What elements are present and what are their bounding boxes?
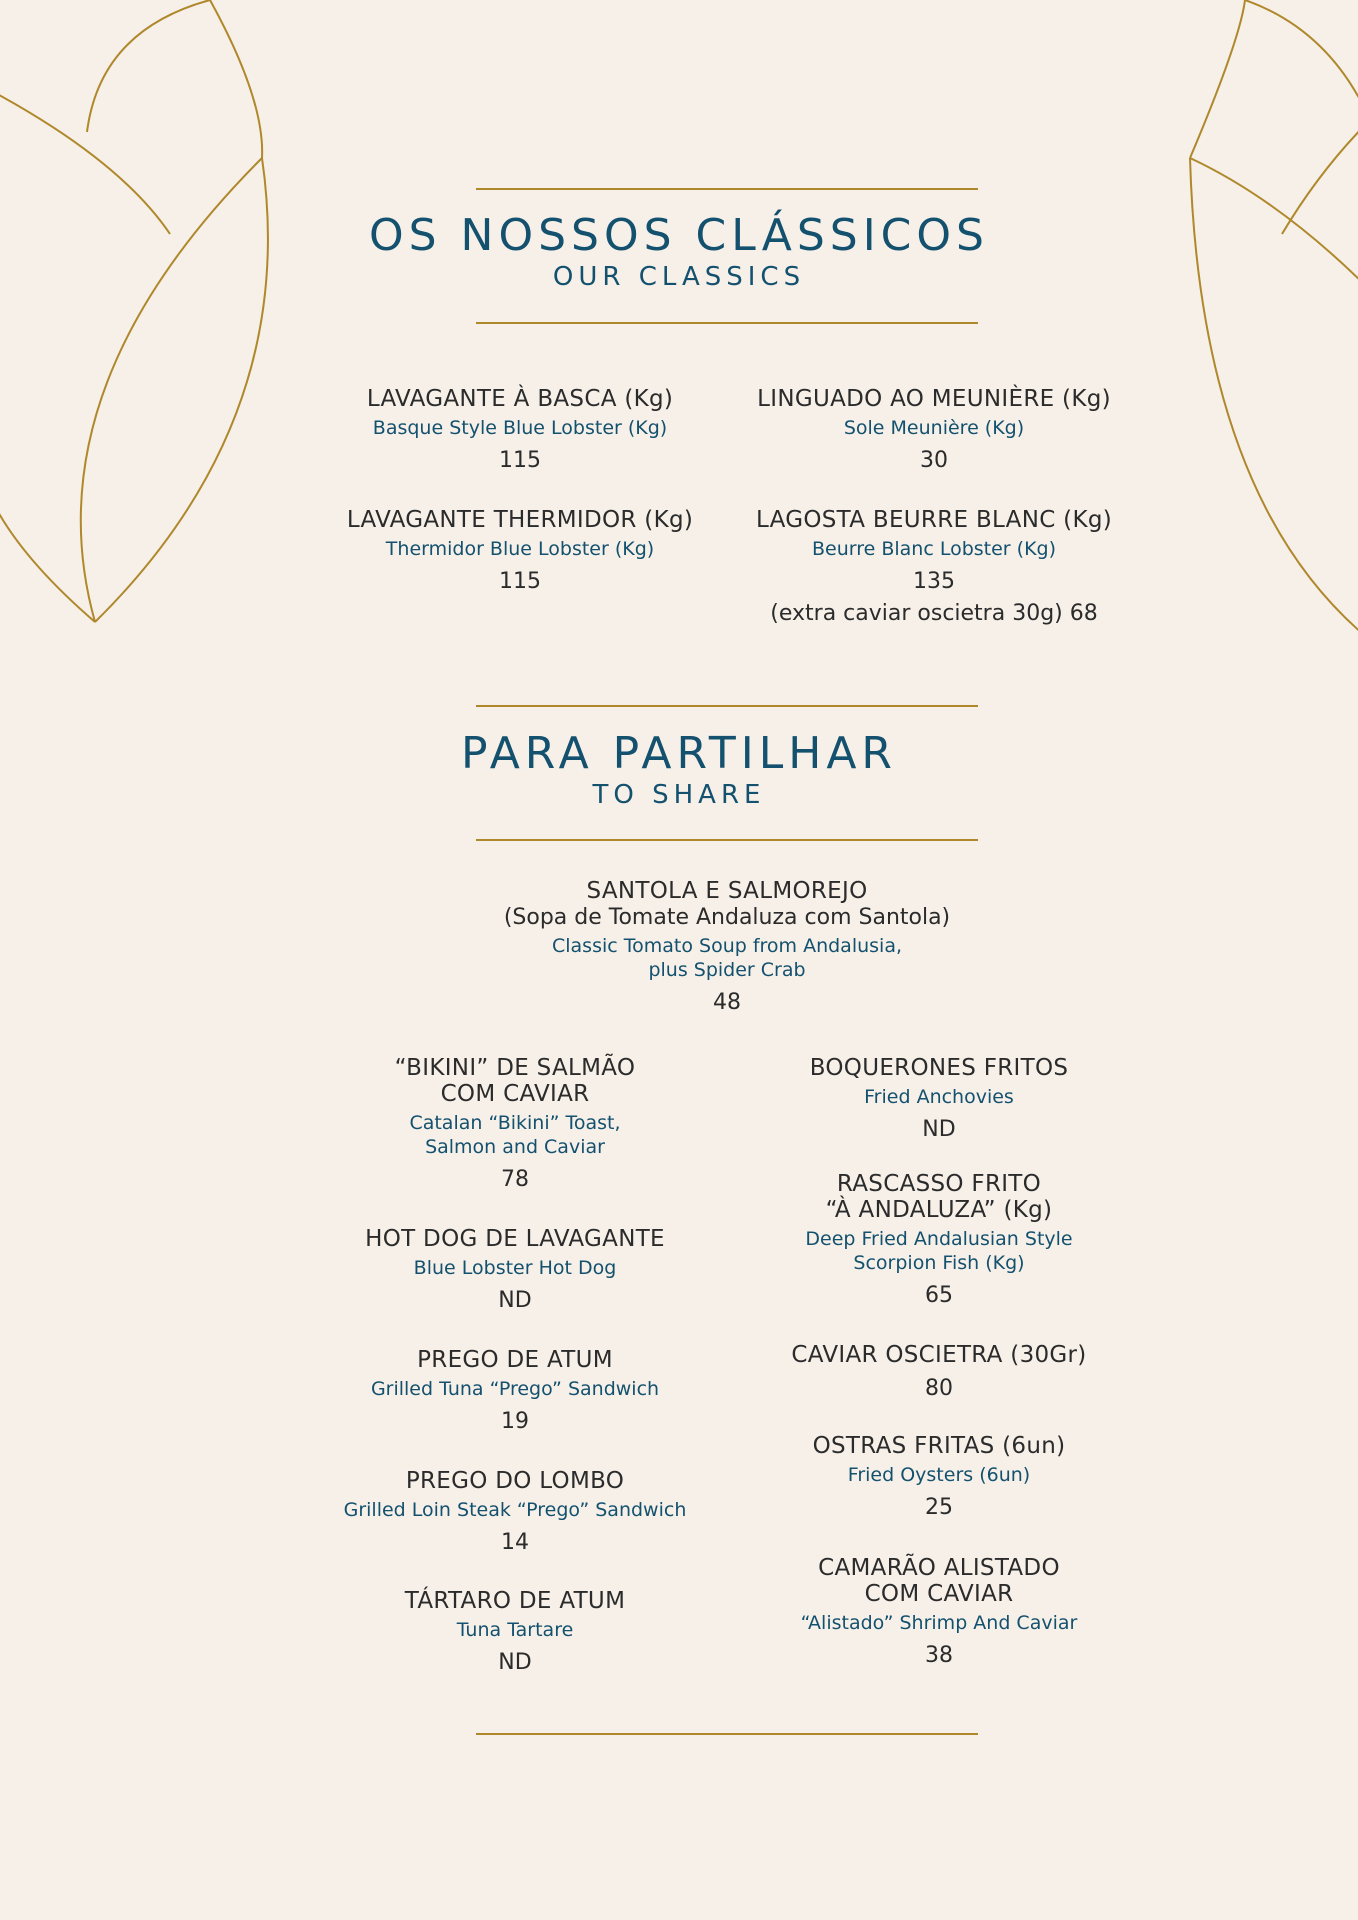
menu-item xyxy=(734,507,1134,627)
menu-item xyxy=(739,1171,1139,1309)
item-price: 115 xyxy=(499,569,541,594)
item-name xyxy=(739,1171,1139,1223)
item-name: HOT DOG DE LAVAGANTE xyxy=(365,1226,665,1252)
item-subtitle-pt: (Sopa de Tomate Andaluza com Santola) xyxy=(503,905,951,930)
classics-heading xyxy=(0,212,1358,292)
item-description: Basque Style Blue Lobster (Kg) xyxy=(372,417,668,439)
menu-item xyxy=(739,1342,1139,1402)
item-name: PREGO DE ATUM xyxy=(417,1347,613,1373)
classics-title-en: OUR CLASSICS xyxy=(552,262,806,292)
item-price: 30 xyxy=(920,448,948,473)
item-price: ND xyxy=(922,1117,956,1142)
menu-item xyxy=(315,1226,715,1314)
item-price: 14 xyxy=(501,1530,529,1555)
item-name: LAGOSTA BEURRE BLANC (Kg) xyxy=(755,507,1112,533)
item-description xyxy=(427,934,1027,982)
item-name xyxy=(739,1555,1139,1607)
item-description: Grilled Loin Steak “Prego” Sandwich xyxy=(343,1499,687,1521)
featured-menu-item xyxy=(427,878,1027,1016)
menu-item xyxy=(315,1468,715,1556)
item-description-line: Catalan “Bikini” Toast, xyxy=(409,1112,621,1134)
item-price: 65 xyxy=(925,1283,953,1308)
item-price: ND xyxy=(498,1288,532,1313)
item-description: “Alistado” Shrimp And Caviar xyxy=(800,1612,1078,1634)
share-title-pt: PARA PARTILHAR xyxy=(460,728,897,779)
item-description: Grilled Tuna “Prego” Sandwich xyxy=(370,1378,660,1400)
item-name: LINGUADO AO MEUNIÈRE (Kg) xyxy=(757,386,1111,412)
item-description: Fried Oysters (6un) xyxy=(847,1464,1031,1486)
menu-item xyxy=(315,1588,715,1676)
item-name-line: COM CAVIAR xyxy=(864,1581,1014,1607)
item-description: Blue Lobster Hot Dog xyxy=(413,1257,617,1279)
item-name-line: COM CAVIAR xyxy=(440,1081,590,1107)
right-leaf-decoration xyxy=(1190,0,1358,640)
item-description: Tuna Tartare xyxy=(456,1619,574,1641)
left-leaf-decoration xyxy=(0,0,268,622)
item-name: OSTRAS FRITAS (6un) xyxy=(812,1433,1066,1459)
item-name-line: “BIKINI” DE SALMÃO xyxy=(394,1055,636,1081)
item-name: TÁRTARO DE ATUM xyxy=(404,1588,626,1614)
item-price: 19 xyxy=(501,1409,529,1434)
item-description-line: Deep Fried Andalusian Style xyxy=(805,1228,1073,1250)
item-price: 48 xyxy=(713,990,741,1015)
item-name-line: RASCASSO FRITO xyxy=(836,1171,1042,1197)
item-description-line: plus Spider Crab xyxy=(648,959,806,981)
item-price: 38 xyxy=(925,1643,953,1668)
item-description-line: Classic Tomato Soup from Andalusia, xyxy=(551,935,903,957)
item-price: 78 xyxy=(501,1167,529,1192)
item-description-line: Salmon and Caviar xyxy=(425,1136,605,1158)
item-name: LAVAGANTE À BASCA (Kg) xyxy=(366,386,674,412)
item-description xyxy=(315,1111,715,1159)
menu-item xyxy=(320,507,720,595)
item-name: CAVIAR OSCIETRA (30Gr) xyxy=(791,1342,1087,1368)
item-description-line: Scorpion Fish (Kg) xyxy=(853,1252,1025,1274)
item-name: LAVAGANTE THERMIDOR (Kg) xyxy=(346,507,694,533)
divider-share-top xyxy=(476,705,978,707)
item-price: 80 xyxy=(925,1376,953,1401)
item-description: Sole Meunière (Kg) xyxy=(843,417,1025,439)
item-name: SANTOLA E SALMOREJO xyxy=(586,878,868,904)
divider-share-bottom xyxy=(476,839,978,841)
menu-item xyxy=(739,1055,1139,1143)
item-name-line: “À ANDALUZA” (Kg) xyxy=(825,1197,1053,1223)
menu-item xyxy=(734,386,1134,474)
item-name-line: CAMARÃO ALISTADO xyxy=(818,1555,1060,1581)
menu-item xyxy=(739,1433,1139,1521)
share-heading xyxy=(0,730,1358,810)
item-price: 135 xyxy=(913,569,955,594)
menu-item xyxy=(315,1055,715,1193)
item-description: Thermidor Blue Lobster (Kg) xyxy=(385,538,655,560)
item-description: Beurre Blanc Lobster (Kg) xyxy=(811,538,1057,560)
share-title-en: TO SHARE xyxy=(592,780,766,810)
menu-item xyxy=(315,1347,715,1435)
item-name: PREGO DO LOMBO xyxy=(405,1468,625,1494)
item-description xyxy=(739,1227,1139,1275)
menu-item xyxy=(739,1555,1139,1669)
divider-classics-bottom xyxy=(476,322,978,324)
item-name xyxy=(315,1055,715,1107)
item-description: Fried Anchovies xyxy=(864,1086,1014,1108)
item-price: 25 xyxy=(925,1495,953,1520)
menu-item xyxy=(320,386,720,474)
divider-bottom xyxy=(476,1733,978,1735)
classics-title-pt: OS NOSSOS CLÁSSICOS xyxy=(369,210,989,261)
item-extra-note: (extra caviar oscietra 30g) 68 xyxy=(770,601,1098,626)
divider-top xyxy=(476,188,978,190)
item-price: ND xyxy=(498,1650,532,1675)
item-name: BOQUERONES FRITOS xyxy=(809,1055,1069,1081)
item-price: 115 xyxy=(499,448,541,473)
